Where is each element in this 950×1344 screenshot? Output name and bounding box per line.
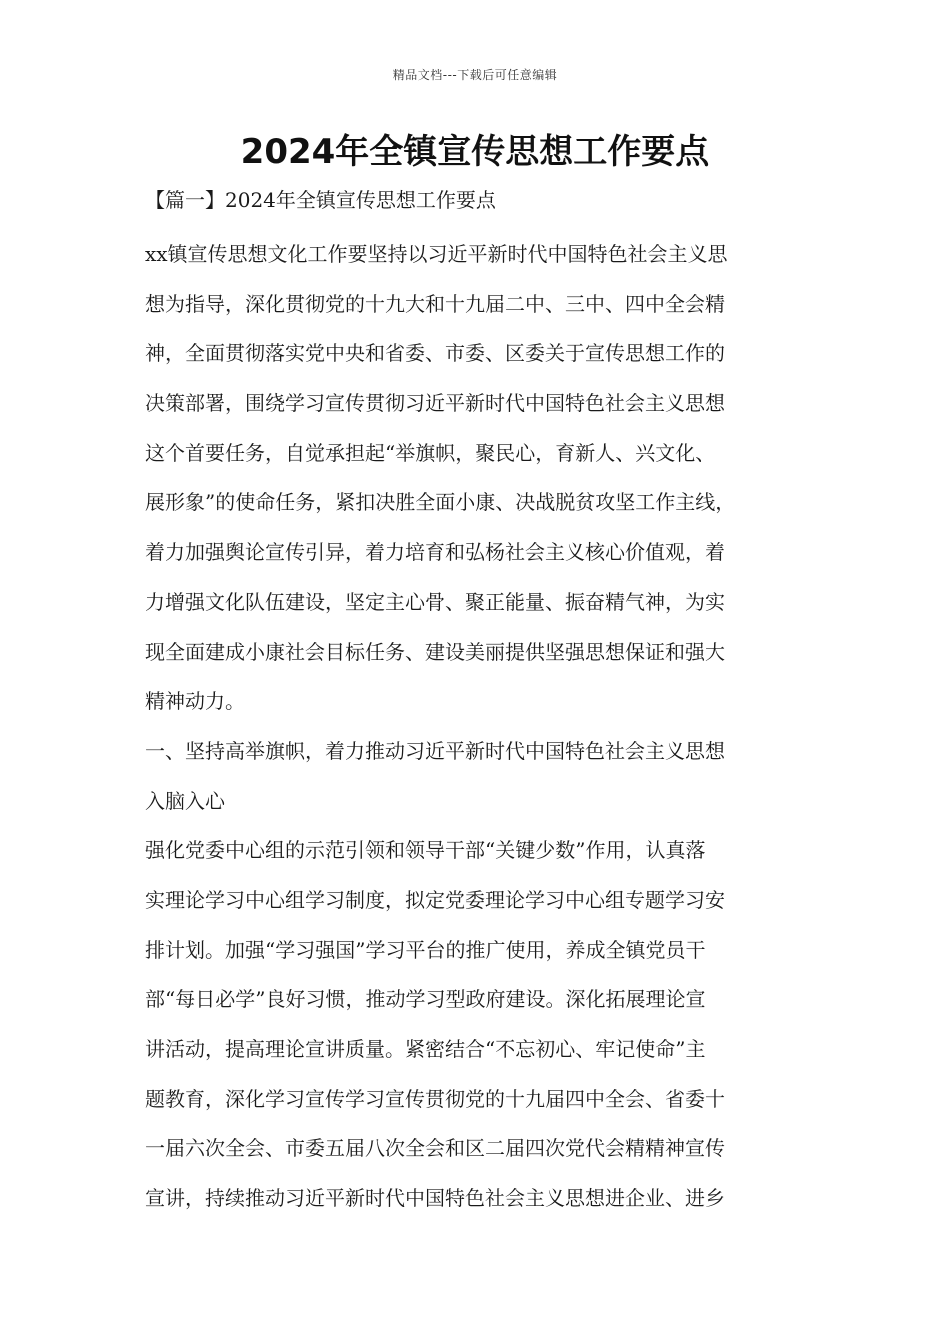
body-line: 一届六次全会、市委五届八次全会和区二届四次党代会精精神宣传 xyxy=(145,1136,725,1161)
section-heading-line: 一、坚持高举旗帜，着力推动习近平新时代中国特色社会主义思想 xyxy=(145,738,725,763)
body-line: xx镇宣传思想文化工作要坚持以习近平新时代中国特色社会主义思 xyxy=(145,242,728,266)
body-line: 排计划。加强“学习强国”学习平台的推广使用，养成全镇党员干 xyxy=(145,937,706,962)
body-line: 精神动力。 xyxy=(145,689,245,714)
body-line: 决策部署，围绕学习宣传贯彻习近平新时代中国特色社会主义思想 xyxy=(145,391,725,416)
body-line: 宣讲，持续推动习近平新时代中国特色社会主义思想进企业、进乡 xyxy=(145,1186,725,1211)
body-line: 题教育，深化学习宣传学习宣传贯彻党的十九届四中全会、省委十 xyxy=(145,1086,725,1111)
body-text xyxy=(145,230,825,1224)
section-heading-line: 入脑入心 xyxy=(145,788,225,813)
section-subtitle: 【篇一】2024年全镇宣传思想工作要点 xyxy=(145,188,496,212)
body-line: 神，全面贯彻落实党中央和省委、市委、区委关于宣传思想工作的 xyxy=(145,341,725,366)
body-line: 讲活动，提高理论宣讲质量。紧密结合“不忘初心、牢记使命”主 xyxy=(145,1037,706,1061)
header-note: 精品文档---下载后可任意编辑 xyxy=(392,68,558,82)
body-line: 部“每日必学”良好习惯，推动学习型政府建设。深化拓展理论宣 xyxy=(145,987,706,1012)
body-line: 强化党委中心组的示范引领和领导干部“关键少数”作用，认真落 xyxy=(145,838,706,863)
body-line: 这个首要任务，自觉承担起“举旗帜，聚民心，育新人、兴文化、 xyxy=(145,440,716,465)
document-body xyxy=(145,180,825,1224)
document-title: 2024年全镇宣传思想工作要点 xyxy=(240,132,710,172)
body-line: 想为指导，深化贯彻党的十九大和十九届二中、三中、四中全会精 xyxy=(145,291,725,316)
body-line: 实理论学习中心组学习制度，拟定党委理论学习中心组专题学习安 xyxy=(145,887,725,912)
body-line: 力增强文化队伍建设，坚定主心骨、聚正能量、振奋精气神，为实 xyxy=(145,589,725,614)
body-line: 现全面建成小康社会目标任务、建设美丽提供坚强思想保证和强大 xyxy=(145,639,725,664)
body-line: 着力加强舆论宣传引异，着力培育和弘杨社会主义核心价值观，着 xyxy=(145,540,725,565)
body-line: 展形象”的使命任务，紧扣决胜全面小康、决战脱贫攻坚工作主线， xyxy=(145,490,736,515)
